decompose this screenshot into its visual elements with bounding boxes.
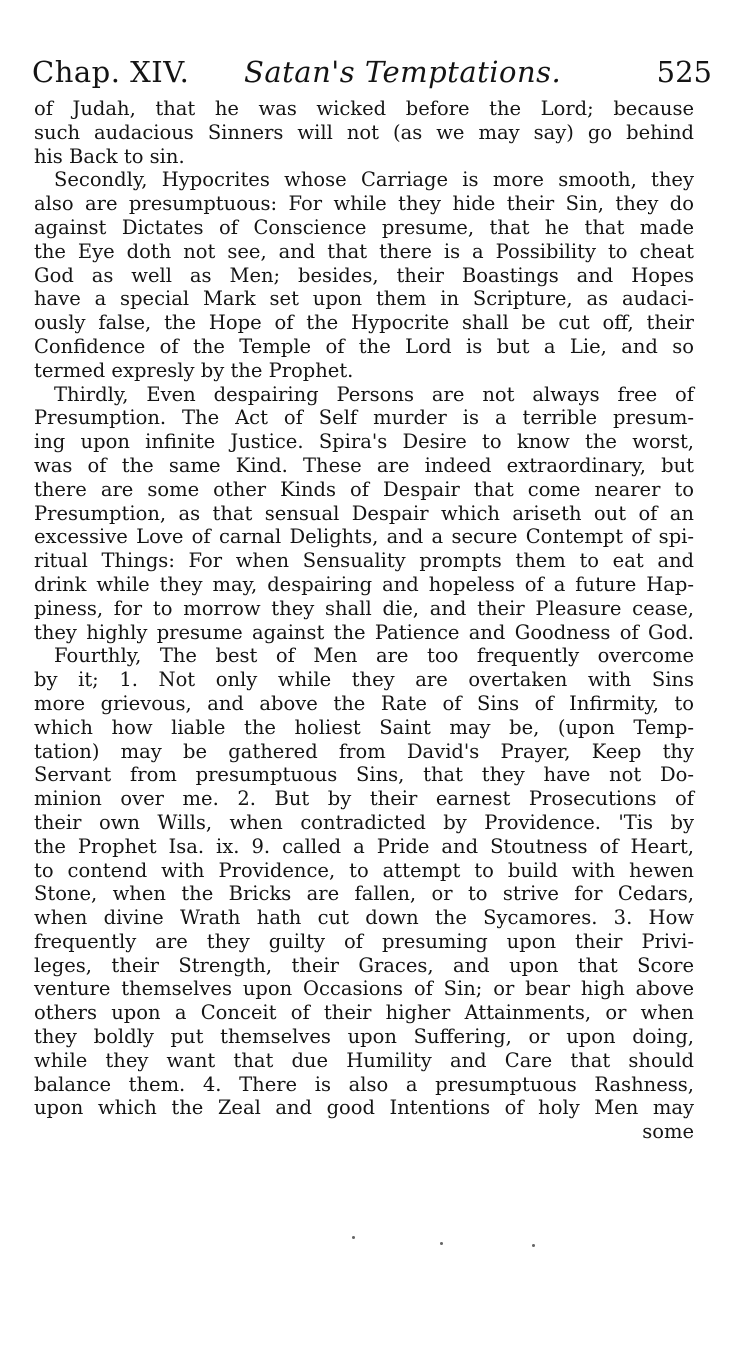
speck <box>440 1242 443 1245</box>
text-line: minion over me. 2. But by their earnest Prosecutions of <box>34 787 694 811</box>
text-line: they highly presume against the Patience and Goodness of God. <box>34 620 694 644</box>
text-line: balance them. 4. There is also a presumptuous Rashness, <box>34 1072 694 1096</box>
text-line: also are presumptuous: For while they hide their Sin, they do <box>34 192 694 216</box>
text-line: Servant from presumptuous Sins, that they have not Do- <box>34 763 694 787</box>
running-title: Satan's Temptations. <box>244 55 562 89</box>
paragraph-start-line: Thirdly, Even despairing Persons are not always free of <box>54 382 694 406</box>
text-line: such audacious Sinners will not (as we may say) go behind <box>34 120 694 144</box>
paragraph-start-line: Fourthly, The best of Men are too frequently overcome <box>54 644 694 668</box>
text-line: others upon a Conceit of their higher Attainments, or when <box>34 1001 694 1025</box>
paragraph-start-line: Secondly, Hypocrites whose Carriage is more smooth, they <box>54 168 694 192</box>
text-line: have a special Mark set upon them in Scripture, as audaci- <box>34 287 694 311</box>
text-line: was of the same Kind. These are indeed extraordinary, but <box>34 453 694 477</box>
text-line: the Eye doth not see, and that there is a Possibility to cheat <box>34 239 694 263</box>
paper-specks <box>0 1230 750 1250</box>
text-line: ritual Things: For when Sensuality prompts them to eat and <box>34 549 694 573</box>
text-line: God as well as Men; besides, their Boastings and Hopes <box>34 263 694 287</box>
text-line: ously false, the Hope of the Hypocrite shall be cut off, their <box>34 311 694 335</box>
text-line: termed expresly by the Prophet. <box>34 358 354 382</box>
text-line: which how liable the holiest Saint may be, (upon Temp- <box>34 715 694 739</box>
running-header <box>32 52 712 96</box>
text-line: to contend with Providence, to attempt to build with hewen <box>34 858 694 882</box>
text-line: frequently are they guilty of presuming upon their Privi- <box>34 929 694 953</box>
text-line: their own Wills, when contradicted by Providence. 'Tis by <box>34 810 694 834</box>
text-line: leges, their Strength, their Graces, and upon that Score <box>34 953 694 977</box>
speck <box>352 1236 355 1239</box>
text-line: Stone, when the Bricks are fallen, or to strive for Cedars, <box>34 882 694 906</box>
text-line: tation) may be gathered from David's Prayer, Keep thy <box>34 739 694 763</box>
text-line: by it; 1. Not only while they are overtaken with Sins <box>34 668 694 692</box>
text-line: piness, for to morrow they shall die, and their Pleasure cease, <box>34 596 694 620</box>
text-line: Confidence of the Temple of the Lord is but a Lie, and so <box>34 334 694 358</box>
text-line: more grievous, and above the Rate of Sins of Infirmity, to <box>34 691 694 715</box>
text-line: they boldly put themselves upon Suffering, or upon doing, <box>34 1025 694 1049</box>
text-line: ing upon infinite Justice. Spira's Desire to know the worst, <box>34 430 694 454</box>
text-line: Presumption. The Act of Self murder is a terrible presum- <box>34 406 694 430</box>
text-line: there are some other Kinds of Despair that come nearer to <box>34 477 694 501</box>
text-line: drink while they may, despairing and hopeless of a future Hap- <box>34 572 694 596</box>
chapter-heading: Chap. XIV. <box>32 55 190 89</box>
text-line: when divine Wrath hath cut down the Sycamores. 3. How <box>34 906 694 930</box>
text-line: his Back to sin. <box>34 144 185 168</box>
text-line: excessive Love of carnal Delights, and a secure Contempt of spi- <box>34 525 694 549</box>
text-line: of Judah, that he was wicked before the Lord; because <box>34 97 694 120</box>
speck <box>532 1244 535 1247</box>
page-number: 525 <box>656 55 712 89</box>
text-line: against Dictates of Conscience presume, that he that made <box>34 215 694 239</box>
text-line: Presumption, as that sensual Despair which ariseth out of an <box>34 501 694 525</box>
text-line: while they want that due Humility and Care that should <box>34 1048 694 1072</box>
text-line: upon which the Zeal and good Intentions of holy Men may <box>34 1096 694 1120</box>
catchword: some <box>642 1120 694 1144</box>
text-line: the Prophet Isa. ix. 9. called a Pride and Stoutness of Heart, <box>34 834 694 858</box>
body-text <box>34 97 694 1144</box>
text-line: venture themselves upon Occasions of Sin; or bear high above <box>34 977 694 1001</box>
